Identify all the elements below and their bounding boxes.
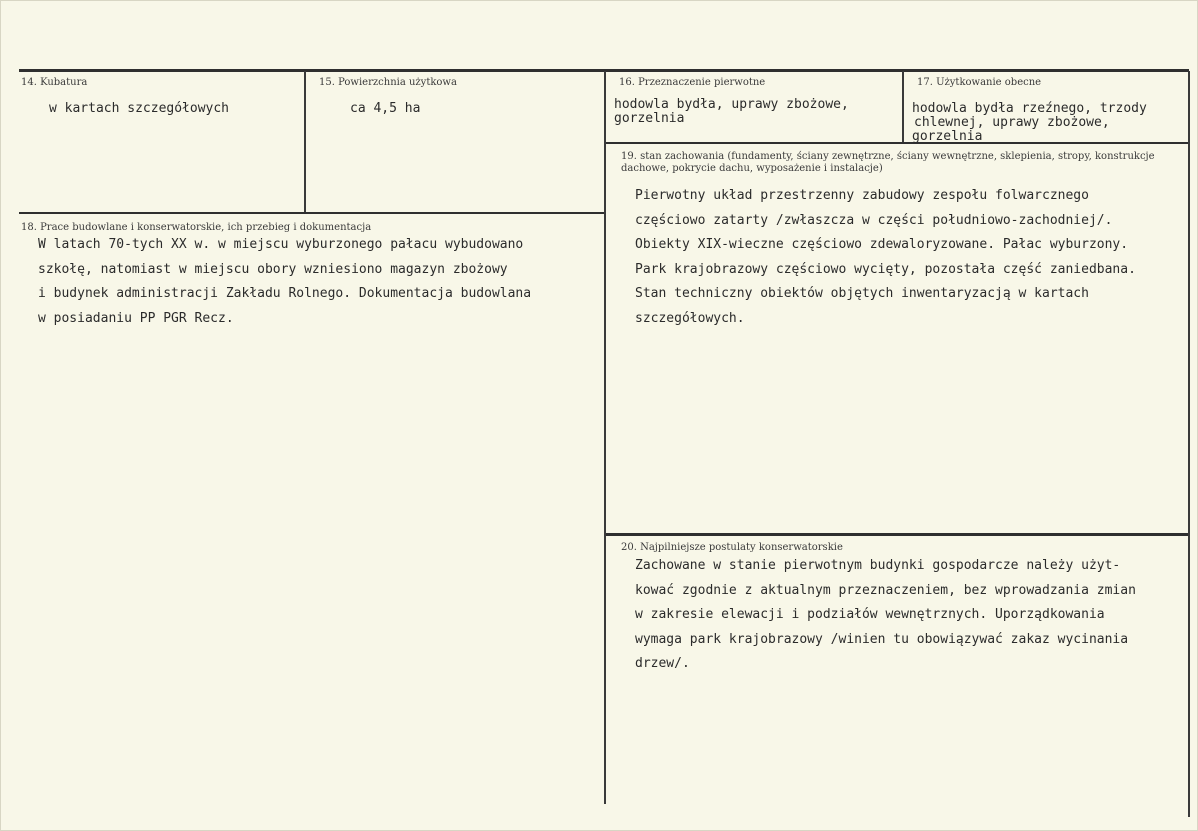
field-19-line: Stan techniczny obiektów objętych inwentaryzacją w kartach [635,286,1089,301]
field-20-line: kować zgodnie z aktualnym przeznaczeniem, bez wprowadzania zmian [635,582,1136,598]
field-15-value: ca 4,5 ha [350,101,421,116]
field-20-line: wymaga park krajobrazowy /winien tu obowiązywać zakaz wycinania [635,631,1129,647]
field-19-line: szczegółowych. [635,310,745,326]
field-20-value [635,554,1136,677]
field-18-line: i budynek administracji Zakładu Rolnego. Dokumentacja budowlana [38,286,532,301]
field-15-label: 15. Powierzchnia użytkowa [319,77,457,88]
field-16-line: hodowla bydła, uprawy zbożowe, [614,97,849,112]
rule-above-20 [606,533,1188,536]
field-20-label: 20. Najpilniejsze postulaty konserwatorskie [621,542,843,553]
divider-14-15 [304,71,306,212]
field-19-line: Park krajobrazowy częściowo wycięty, pozostała część zaniedbana. [635,261,1136,277]
field-14-value: w kartach szczegółowych [49,101,230,116]
divider-16-17 [902,71,904,142]
field-18-value [38,233,531,331]
field-18-label: 18. Prace budowlane i konserwatorskie, ich przebieg i dokumentacja [21,222,372,233]
field-17-line: gorzelnia [912,129,983,144]
field-17-value [912,102,1147,144]
field-14-label: 14. Kubatura [21,77,88,88]
field-19-label: 19. stan zachowania (fundamenty, ściany zewnętrzne, ściany wewnętrzne, sklepienia, stropy, konstrukcje dachowe, pokrycie dachu, wyposażenie i instalacje) [621,151,1155,174]
field-16-value [614,98,849,126]
right-border [1188,71,1190,817]
center-divider [604,71,606,804]
field-20-line: Zachowane w stanie pierwotnym budynki gospodarcze należy użyt- [635,558,1121,573]
field-17-label: 17. Użytkowanie obecne [917,77,1042,88]
field-19-line: częściowo zatarty /zwłaszcza w części południowo-zachodniej/. [635,212,1113,228]
field-18-line: szkołę, natomiast w miejscu obory wzniesiono magazyn zbożowy [38,261,508,277]
field-16-line: gorzelnia [614,111,685,126]
field-18-line: W latach 70-tych XX w. w miejscu wyburzonego pałacu wybudowano [38,237,524,252]
field-19-line: Obiekty XIX-wieczne częściowo zdewaloryzowane. Pałac wyburzony. [635,237,1129,252]
field-20-line: drzew/. [635,656,690,671]
field-18-line: w posiadaniu PP PGR Recz. [38,310,234,326]
field-17-line: chlewnej, uprawy zbożowe, [914,115,1110,130]
field-20-line: w zakresie elewacji i podziałów wewnętrznych. Uporządkowania [635,607,1105,622]
field-16-label: 16. Przeznaczenie pierwotne [619,77,766,88]
field-17-line: hodowla bydła rzeźnego, trzody [912,101,1147,116]
rule-under-14-15 [19,212,605,214]
field-19-value [635,184,1136,331]
field-19-line: Pierwotny układ przestrzenny zabudowy zespołu folwarcznego [635,188,1089,203]
